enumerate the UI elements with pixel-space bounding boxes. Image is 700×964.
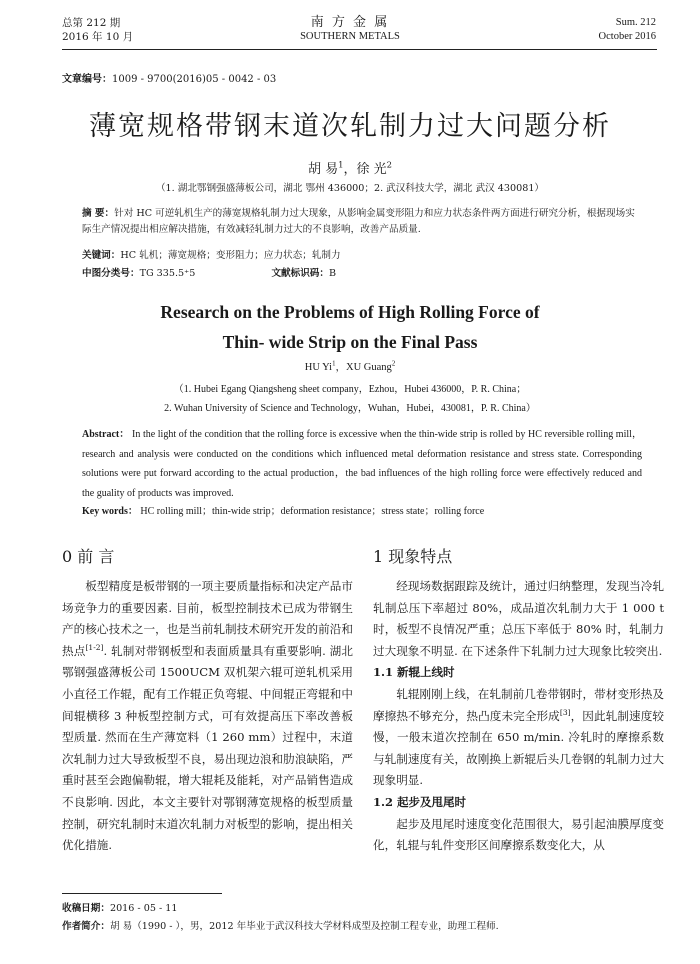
section-0-body [62,576,353,857]
author-1-cn: 胡 易 [307,162,339,177]
subsection-1-1-text-b: ，因此轧制速度较慢，一般末道次控制在 650 m/min. 冷轧时的摩擦系数与轧制速度有关，故刚换上新辊后头几卷钢的轧制力过大现象明显. [373,708,664,788]
subsection-1-2-heading: 1.2 起步及甩尾时 [373,794,467,809]
header-date: 2016 年 10 月 [62,31,134,43]
title-en-line1: Research on the Problems of High Rolling Force of [160,302,540,322]
title-en-line2: Thin- wide Strip on the Final Pass [222,332,478,352]
journal-name-cn: 南 方 金 属 [310,15,390,30]
header-rule [62,49,657,50]
section-1-paragraph: 经现场数据跟踪及统计，通过归纳整理，发现当冷轧轧制总压下率超过 80%，成品道次轧制力大于 1 000 t 时，板型不良情况严重；总压下率低于 80% 时，轧制力过大现象不明显. 在下述条件下轧制力过大现象比较突出. [373,579,664,658]
section-0-paragraph [62,576,353,857]
keywords-cn [82,248,642,264]
citation-3: [3] [559,707,571,717]
author-2-en-sup: 2 [391,360,396,368]
affiliation-en [0,380,700,418]
received-date: 2016 - 05 - 11 [109,903,178,914]
footer-author-bio [62,918,662,935]
received-label: 收稿日期： [62,903,110,914]
abstract-en [82,425,642,503]
subsection-1-1-text-a: 轧辊刚刚上线，在轧制前几卷带钢时，带材变形热及摩擦热不够充分，热凸度未完全形成 [373,686,664,723]
section-0-text-a: 板型精度是板带钢的一项主要质量指标和决定产品市场竞争力的重要因素. 目前，板型控制技术已成为带钢生产的核心技术之一，也是当前轧制技术研究开发的前沿和热点 [62,579,353,658]
author-1-en-sup: 1 [332,360,336,368]
doc-code-value: B [329,268,337,279]
authors-en [0,359,700,374]
author-2-en: XU Guang [346,362,392,373]
header-issue: 总第 212 期 [62,17,121,29]
keywords-cn-text: HC 轧机；薄宽规格；变形阻力；应力状态；轧制力 [120,250,341,261]
footer-received [62,900,662,917]
affiliation-cn: （1. 湖北鄂钢强盛薄板公司，湖北 鄂州 436000；2. 武汉科技大学，湖北 武汉 430081） [155,183,545,194]
header-journal [0,16,700,44]
abstract-cn-text: 针对 HC 可逆轧机生产的薄宽规格轧制力过大现象，从影响金属变形阻力和应力状态条件两方面进行研究分析，根据现场实际生产情况提出相应解决措施，有效减轻轧制力过大的不良影响，改善产品质量. [82,208,635,235]
subsection-1-2-paragraph: 起步及甩尾时速度变化范围很大，易引起油膜厚度变化，轧辊与轧件变形区间摩擦系数变化大，从 [373,816,664,853]
section-0-heading: 0 前 言 [62,547,115,566]
section-1-body [373,576,664,857]
abstract-en-label: Abstract： [82,429,130,440]
abstract-en-text: In the light of the condition that the rolling force is excessive when the thin-wide strip is rolled by HC reversible rolling mill，research and analysis were conducted on the conditions which influenced metal deformation resistance and stress state. Corresponding solutions were put forward according to the actual production，the bad influences of the high rolling force were effectively reduced and the guality of products was improved. [82,429,643,499]
article-number-label: 文章编号： [62,74,112,85]
keywords-en-label: Key words： [82,506,138,517]
title-cn: 薄宽规格带钢末道次轧制力过大问题分析 [89,111,611,142]
author-1-en: HU Yi [304,362,333,373]
citation-1-2: [1-2] [85,642,104,652]
header-right [599,16,656,44]
subsection-1-1-paragraph [373,684,664,792]
author-en-sep: ， [335,362,347,373]
classification-value: TG 335.5⁺5 [139,268,196,279]
affiliation-en-line1: （1. Hubei Egang Qiangsheng sheet company，Ezhou，Hubei 436000，P. R. China； [173,384,527,395]
classification [82,266,642,282]
author-bio-label: 作者简介： [62,921,110,932]
keywords-en-text: HC rolling mill；thin-wide strip；deformation resistance；stress state；rolling force [140,506,485,517]
author-sep: ， [343,162,357,177]
author-1-sup: 1 [338,159,344,170]
article-number [62,70,276,85]
keywords-en [82,502,642,522]
abstract-cn [82,206,642,238]
doc-code-label: 文献标识码： [271,268,329,279]
header-sum: Sum. 212 [615,17,656,28]
section-1-heading: 1 现象特点 [373,547,453,566]
author-2-cn: 徐 光 [356,162,387,177]
header-month: October 2016 [598,31,656,42]
author-bio-text: 胡 易（1990 - ），男，2012 年毕业于武汉科技大学材料成型及控制工程专业，助理工程师. [109,921,499,932]
subsection-1-1-heading: 1.1 新辊上线时 [373,665,455,680]
article-number-value: 1009 - 9700(2016)05 - 0042 - 03 [112,74,277,85]
journal-name-en: SOUTHERN METALS [300,31,400,42]
authors-cn [0,158,700,177]
keywords-cn-label: 关键词： [82,250,121,261]
abstract-cn-label: 摘 要： [82,208,115,219]
section-0-text-b: . 轧制对带钢板型和表面质量具有重要影响. 湖北鄂钢强盛薄板公司 1500UCM 双机架六辊可逆轧机采用小直径工作辊，配有工作辊正负弯辊、中间辊正弯辊和中间辊横移 3 种板型控制方式，可有效提高压下率改善板型质量. 然而在生产薄宽料（1 260 mm）过程中，末道次轧制力过大导致板型不良，易出现边浪和肋浪缺陷，严重时甚至会跑偏勒辊，增大辊耗及能耗，对产品销售造成不良影响. 因此，本文主要针对鄂钢薄宽规格的板型质量控制，研究轧制时末道次轧制力对板型的影响，提出相关优化措施. [62,643,353,853]
classification-label: 中图分类号： [82,268,140,279]
author-2-sup: 2 [386,159,393,170]
affiliation-en-line2: 2. Wuhan University of Science and Technology，Wuhan，Hubei，430081，P. R. China） [164,403,536,414]
footnote-rule [62,893,222,894]
title-en [0,300,700,354]
